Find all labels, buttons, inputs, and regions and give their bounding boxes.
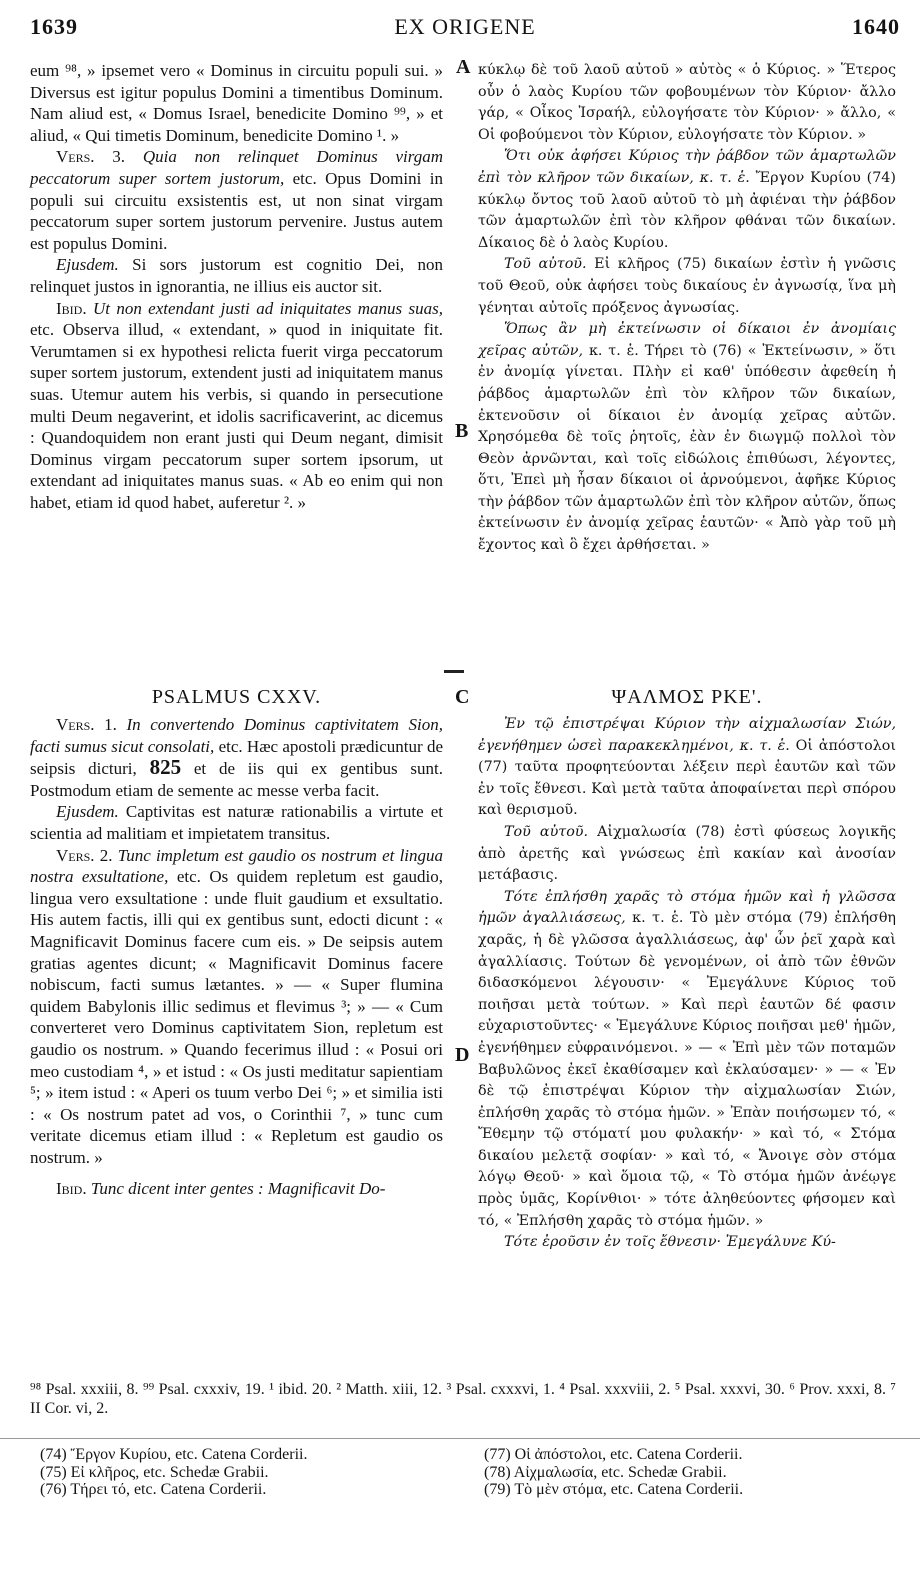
greek-paragraph <box>478 887 896 1233</box>
commentary-text: et de iis qui ex gentibus sunt. Postmodum etiam de semente ac messe verba facit. <box>30 759 444 800</box>
latin-paragraph <box>30 845 443 1169</box>
footnote: (79) Τὸ μὲν στόμα, etc. Catena Corderii. <box>484 1481 744 1498</box>
verse-lemma: Ὅτι οὐκ ἀφήσει Κύριος τὴν ῥάβδον τῶν ἁμαρτωλῶν ἐπὶ τὸν κλῆρον τῶν δικαίων, κ. τ. ἑ. <box>478 148 896 186</box>
commentary-text: Οἱ ἀπόστολοι (77) ταῦτα προφητεύονται λέξειν περὶ ἑαυτῶν καὶ τῶν ἐν τοῖς ἔθνεσι. Καὶ μετὰ ταῦτα ἀποφαίνεται περὶ σπόρου καὶ θερισμοῦ. <box>478 737 896 819</box>
greek-paragraph <box>478 1232 896 1254</box>
footnote-rule <box>0 1438 920 1439</box>
latin-paragraph <box>30 714 443 801</box>
footnotes-left <box>40 1446 440 1499</box>
latin-section-title: PSALMUS CXXV. <box>151 686 322 708</box>
greek-section-title: ΨΑΛΜΟΣ ΡΚΕ'. <box>611 686 763 708</box>
verse-label: Vers. 3. <box>56 147 126 167</box>
latin-paragraph <box>30 254 443 297</box>
verse-lemma: Ut non extendant justi ad iniquitates manus suas, <box>92 298 444 318</box>
attribution-label: Ejusdem. <box>56 802 119 822</box>
greek-paragraph <box>478 146 896 254</box>
verse-lemma: Tunc dicent inter gentes : Magnificavit Do- <box>90 1179 386 1199</box>
verse-lemma: Ὅπως ἂν μὴ ἐκτείνωσιν οἱ δίκαιοι ἐν ἀνομίαις χεῖρας αὐτῶν, <box>478 321 896 359</box>
verse-lemma: Ἐν τῷ ἐπιστρέψαι Κύριον τὴν αἰχμαλωσίαν Σιών, ἐγενήθημεν ὡσεὶ παρακεκλημένοι, κ. τ. ἑ. <box>478 716 896 754</box>
latin-paragraph <box>30 298 443 514</box>
verse-lemma: Τότε ἐπλήσθη χαρᾶς τὸ στόμα ἡμῶν καὶ ἡ γλῶσσα ἡμῶν ἀγαλλιάσεως, <box>478 888 896 927</box>
verse-lemma: In convertendo Dominus captivitatem Sion, facti sumus sicut consolati, <box>30 715 443 756</box>
latin-column-top <box>30 60 443 513</box>
greek-paragraph <box>478 822 896 887</box>
latin-paragraph <box>30 801 443 844</box>
greek-paragraph <box>478 714 896 822</box>
commentary-text: Captivitas est naturæ rationabilis a virtute et scientia ad malitiam et impietatem transitus. <box>30 802 443 843</box>
column-number: 825 <box>149 755 182 780</box>
greek-paragraph: κύκλῳ δὲ τοῦ λαοῦ αὐτοῦ » αὐτὸς « ὁ Κύριος. » Ἕτερος οὖν ὁ λαὸς Κυρίου τῶν φοβουμένων τὸν Κύριον· ἄλλο γάρ, « Οἶκος Ἰσραήλ, εὐλογήσατε τὸν Κύριον· » ἄλλο, « Οἱ φοβούμενοι τὸν Κύριον, εὐλογήσατε τὸν Κύριον. » <box>478 62 896 143</box>
verse-lemma: Quia non relinquet Dominus virgam peccatorum super sortem justorum, <box>30 147 444 188</box>
greek-paragraph <box>478 254 896 319</box>
verse-label: Ibid. <box>56 298 87 318</box>
commentary-text: κ. τ. ἑ. Τὸ μὲν στόμα (79) ἐπλήσθη χαρᾶς, ἡ δὲ γλῶσσα ἀγαλλιάσεως, ἀφ' ὧν ῥεῖ χαρὰ καὶ ἀγαλλίασις. Τούτων δὲ γενομένων, οἱ ἀπὸ τῶν ἐθνῶν διδασκόμενοι λέγουσιν· « Ἐμεγάλυνε Κύριος τοῦ ποιῆσαι μετὰ τούτων. » Καὶ περὶ ἑαυτῶν δέ φασιν εὐχαριστοῦντες· « Ἐμεγάλυνε Κύριος ποιῆσαι μεθ' ἡμῶν, ἐγενήθημεν εὐφραινόμενοι. » — « Ἐπὶ μὲν τῶν ποταμῶν Βαβυλῶνος ἐκεῖ ἐκαθίσαμεν καὶ ἐκλαύσαμεν· » — « Ἐν δὲ τῷ ἐπιστρέψαι Κύριον τὴν αἰχμαλωσίαν Σιών, ἐπλήσθη χαρᾶς τὸ στόμα ἡμῶν. » Ἐπὰν ποιήσωμεν τό, « Ἔθεμην τῷ στόματί μου φυλακήν· » καὶ τό, « Στόμα δικαίου μελετᾷ σοφίαν· » καὶ τό, « Ἄνοιγε σὸν στόμα λόγῳ Θεοῦ· » καὶ ὅμοια τῷ, « Τὸ στόμα ἡμῶν ἀνέῳγε πρὸς ὑμᾶς, Κορίνθιοι· » τότε ἀληθεύοντες φήσομεν καὶ τό, « Ἐπλήσθη χαρᾶς τὸ στόμα ἡμῶν. » <box>478 910 896 1229</box>
latin-paragraph: eum ⁹⁸, » ipsemet vero « Dominus in circuitu populi sui. » Diversus est igitur populus Domini a timentibus Dominum. Nam aliud est, « Domus Israel, benedicite Domino ⁹⁹, » et aliud, « Qui timetis Dominum, benedicite Domino ¹. » <box>30 61 443 145</box>
greek-paragraph <box>478 319 896 557</box>
footnote: (76) Τήρει τό, etc. Catena Corderii. <box>40 1481 267 1498</box>
page-number-right: 1640 <box>852 14 900 39</box>
commentary-text: κ. τ. ἑ. Τήρει τὸ (76) « Ἐκτείνωσιν, » ὅτι ἐν ἀνομίᾳ γίνεται. Πλὴν εἰ καθ' ὑπόθεσιν ἀφεθείη ἡ ῥάβδος ἁμαρτωλῶν ἐπὶ τὸν κλῆρον τῶν δικαίων, ἐκτενοῦσιν οἱ δίκαιοι ἐν ἀνομίᾳ χεῖρας αὐτῶν. Χρησόμεθα δὲ τοῖς ῥητοῖς, ἐὰν ἐν διωγμῷ πολλοὶ τὸν Θεὸν ἀρνῶνται, καὶ τοῖς εἰδώλοις ἐπιθύωσι, λέγοντες, ὅτι, Ἐπεὶ μὴ ἦσαν δίκαιοι οἱ ἀρνούμενοι, ἀφῆκε Κύριος τὴν ῥάβδον τῶν ἁμαρτωλῶν ἐπὶ τὸν κλῆρον αὐτῶν, ὅπως ἐκτείνωσιν ἐν ἀνομίᾳ χεῖρας ἑαυτῶν· « Ἀπὸ γὰρ τοῦ μὴ ἔχοντος καὶ ὃ ἔχει ἀρθήσεται. » <box>478 342 897 554</box>
margin-marker-b: B <box>455 420 469 442</box>
margin-marker-c: C <box>455 686 470 708</box>
running-title: EX ORIGENE <box>394 14 536 39</box>
verse-lemma: Tunc impletum est gaudio os nostrum et lingua nostra exsultatione, <box>30 845 444 887</box>
page-number-left: 1639 <box>30 14 78 39</box>
verse-label: Vers. 2. <box>56 845 113 865</box>
commentary-text: Ἔργον Κυρίου (74) κύκλῳ ὄντος τοῦ λαοῦ αὐτοῦ τὸ μὴ ἀφιέναι τὴν ῥάβδον τῶν ἁμαρτωλῶν ἐπὶ τὸν κλῆρον φθάναι τῶν δικαίων. Δίκαιος δὲ ὁ λαὸς Κυρίου. <box>478 169 896 251</box>
attribution-label: Τοῦ αὐτοῦ. <box>504 256 587 273</box>
footnote: (78) Αἰχμαλωσία, etc. Schedæ Grabii. <box>484 1463 727 1481</box>
commentary-text: etc. Opus Domini in populi sui circuitu exsistentis est, ut non sinat virgam peccatorum super sortem justorum pervenire. Justus autem est populus Domini. <box>30 168 443 253</box>
commentary-text: Αἰχμαλωσία (78) ἐστὶ φύσεως λογικῆς ἀπὸ ἀρετῆς καὶ γνώσεως ἐπὶ κακίαν καὶ ἀνοσίαν μετάβασις. <box>478 823 896 884</box>
scripture-references: ⁹⁸ Psal. xxxiii, 8. ⁹⁹ Psal. cxxxiv, 19. ¹ ibid. 20. ² Matth. xiii, 12. ³ Psal. cxxxvi, 1. ⁴ Psal. xxxviii, 2. ⁵ Psal. xxxvi, 30. ⁶ Prov. xxxi, 8. ⁷ II Cor. vi, 2. <box>30 1381 896 1417</box>
verse-label: Vers. 1. <box>56 715 117 734</box>
verse-lemma: Τότε ἐροῦσιν ἐν τοῖς ἔθνεσιν· Ἐμεγάλυνε Κύ- <box>504 1234 836 1251</box>
running-header <box>30 14 900 44</box>
commentary-text: etc. Os quidem repletum est gaudio, lingua vero exsultatione : unde fluit gaudium et exsultatio. His autem factis, illi qui ex gentibus sunt, edocti dicunt : « Magnificavit Dominus facere cum eis. » De seipsis autem gratias agentes dicunt; « Magnificavit Dominus facere nobiscum, facti sumus lætantes. » — « Super flumina quidem Babylonis illic sedimus et flevimus ³; » — « Cum converteret vero Dominus captivitatem Sion, repletum est gaudio os nostrum. » Quando fecerimus illud : « Posui ori meo custodiam ⁴, » et istud : « Os justi meditatur sapientiam ⁵; » item istud : « Aperi os tuum verbo Dei ⁶; » et similia isti : « Os nostrum patet ad vos, o Corinthii ⁷, » tunc cum veritate dicemus etiam illud : « Repletum est gaudio os nostrum. » <box>30 867 444 1167</box>
greek-column-top <box>478 60 896 557</box>
commentary-text: Εἰ κλῆρος (75) δικαίων ἐστὶν ἡ γνῶσις τοῦ Θεοῦ, οὐκ ἀφήσει τοὺς δικαίους ἐν ἀγνωσίᾳ, ἵνα μὴ γένηται αὐτοῖς πρόξενος ἀγνωσίας. <box>478 256 896 316</box>
section-divider <box>444 670 464 673</box>
attribution-label: Τοῦ αὐτοῦ. <box>504 823 589 840</box>
footnote: (77) Οἱ ἀπόστολοι, etc. Catena Corderii. <box>484 1446 743 1463</box>
commentary-text: etc. Hæc apostoli prædicuntur de seipsis dicturi, <box>30 736 443 779</box>
margin-marker-a: A <box>456 56 471 78</box>
latin-paragraph <box>30 146 443 254</box>
attribution-label: Ejusdem. <box>56 255 119 275</box>
margin-marker-d: D <box>455 1044 470 1066</box>
footnote: (75) Εἰ κλῆρος, etc. Schedæ Grabii. <box>40 1463 269 1481</box>
commentary-text: Si sors justorum est cognitio Dei, non relinquet justos in ignorantia, ne illius eis auctor sit. <box>30 255 443 296</box>
footnote: (74) Ἔργον Κυρίου, etc. Catena Corderii. <box>40 1446 308 1463</box>
commentary-text: etc. Observa illud, « extendant, » quod in iniquitate fit. Verumtamen si ex hypothesi relicta fuerit virga peccatorum super sortem justorum, extendent justi ad iniquitatem manus suas. Utemur autem his verbis, si quando in persecutione multi Deum negaverint, et idolis sacrificaverint, ac dicemus : Quandoquidem non erant justi qui Deum negant, dimisit Dominus virgam peccatorum super sortem ipsorum, ut extendant ad iniquitates manus suas. « Ab eo enim qui non habet, etiam id quod habet, auferetur ². » <box>30 320 443 512</box>
latin-column-bottom <box>30 714 443 1200</box>
latin-paragraph <box>30 1178 443 1200</box>
verse-label: Ibid. <box>56 1179 87 1199</box>
greek-column-bottom <box>478 714 896 1254</box>
footnotes-right <box>484 1446 884 1499</box>
